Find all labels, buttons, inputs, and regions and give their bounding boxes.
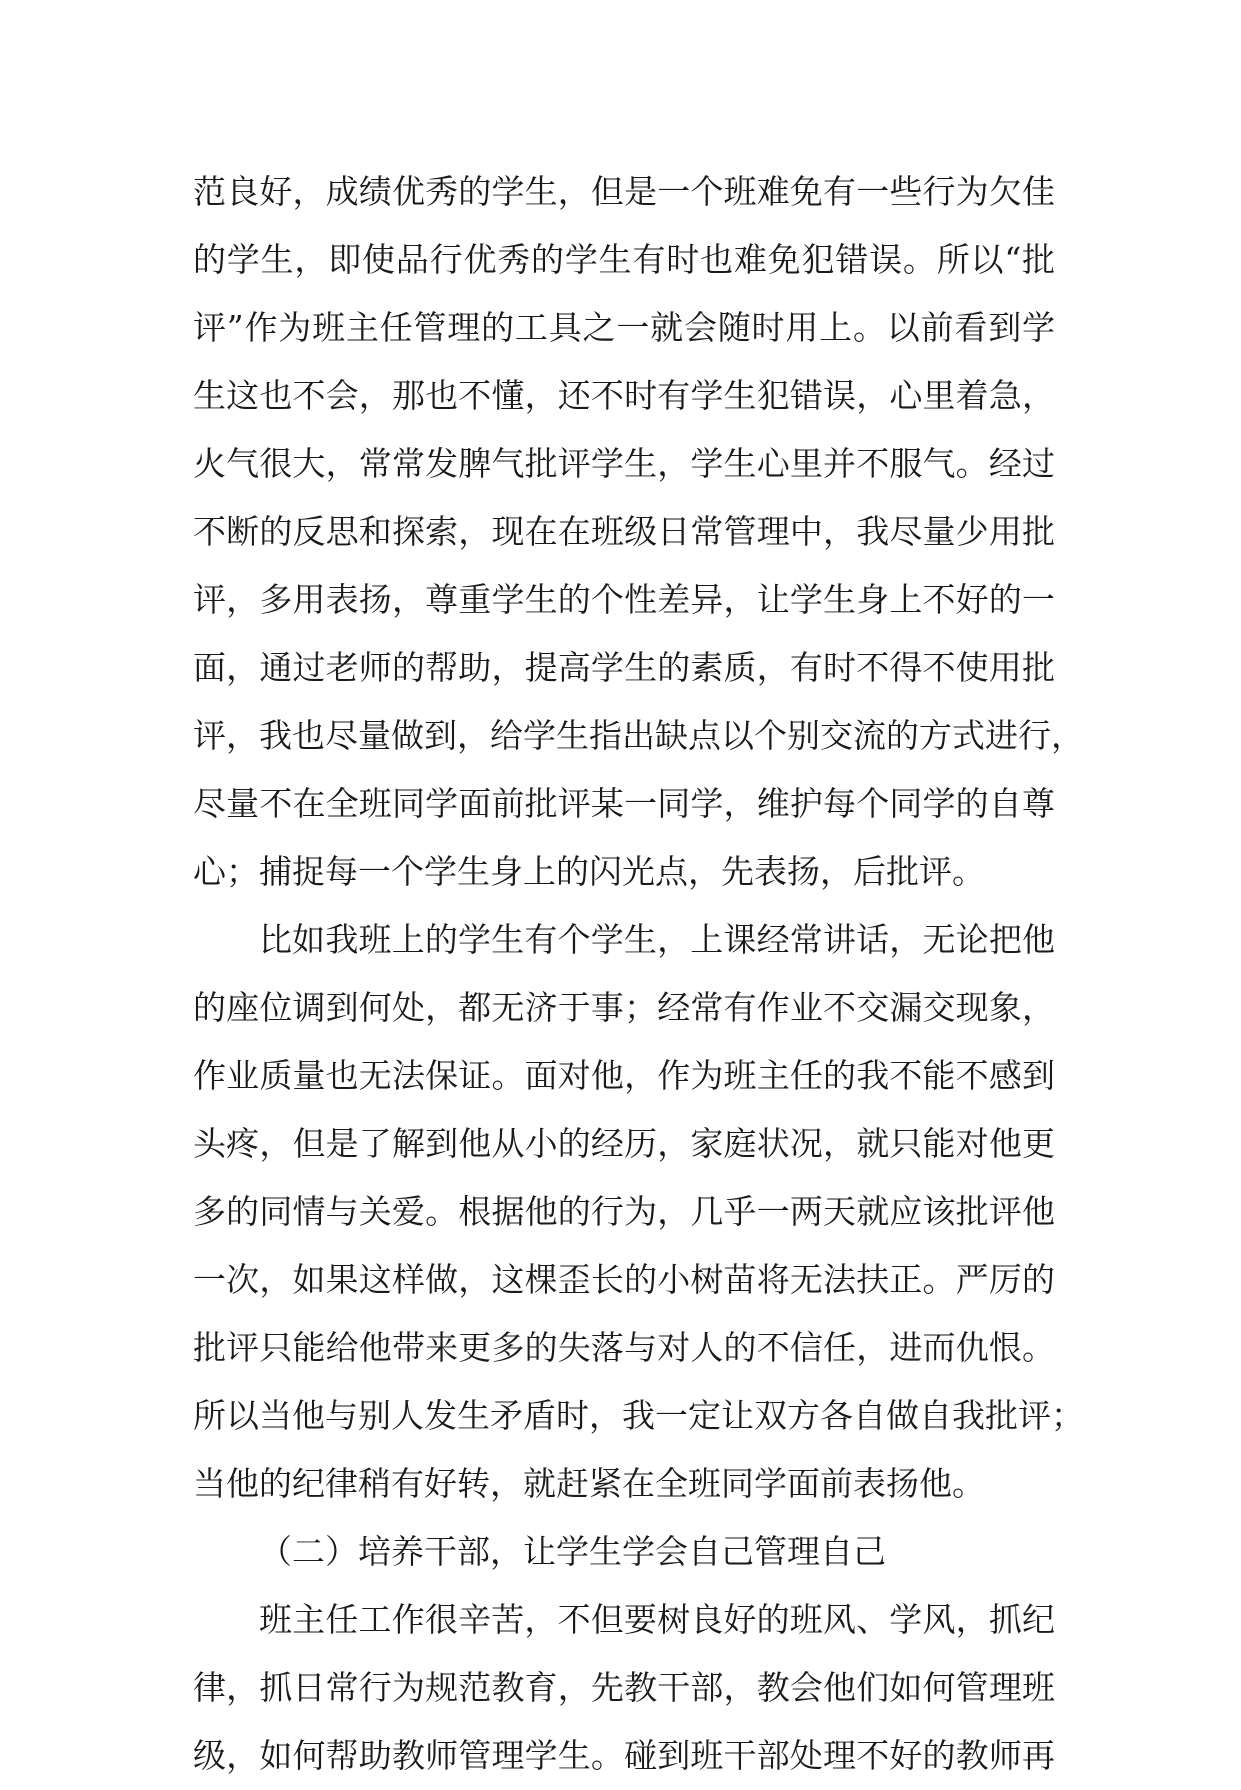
text-line: 一次，如果这样做，这棵歪长的小树苗将无法扶正。严厉的 [193, 1260, 1055, 1299]
text-line: 范良好，成绩优秀的学生，但是一个班难免有一些行为欠佳 [193, 172, 1055, 211]
text-line: 头疼，但是了解到他从小的经历，家庭状况，就只能对他更 [193, 1124, 1055, 1163]
text-line: 尽量不在全班同学面前批评某一同学，维护每个同学的自尊 [193, 784, 1055, 823]
text-line: 心；捕捉每一个学生身上的闪光点，先表扬，后批评。 [193, 852, 985, 891]
text-line: 的学生，即使品行优秀的学生有时也难免犯错误。所以“批 [193, 240, 1055, 279]
text-line: 所以当他与别人发生矛盾时，我一定让双方各自做自我批评； [193, 1396, 1084, 1435]
text-line: 批评只能给他带来更多的失落与对人的不信任，进而仇恨。 [193, 1328, 1055, 1367]
text-line: 生这也不会，那也不懂，还不时有学生犯错误，心里着急， [193, 376, 1055, 415]
text-line: 多的同情与关爱。根据他的行为，几乎一两天就应该批评他 [193, 1192, 1055, 1231]
text-line: 的座位调到何处，都无济于事；经常有作业不交漏交现象， [193, 988, 1055, 1027]
text-line: 不断的反思和探索，现在在班级日常管理中，我尽量少用批 [193, 512, 1055, 551]
text-line: 比如我班上的学生有个学生，上课经常讲话，无论把他 [259, 920, 1055, 959]
text-line: 评”作为班主任管理的工具之一就会随时用上。以前看到学 [193, 308, 1055, 347]
section-heading-text: （二）培养干部，让学生学会自己管理自己 [259, 1532, 886, 1571]
text-line: 当他的纪律稍有好转，就赶紧在全班同学面前表扬他。 [193, 1464, 985, 1503]
text-line: 评，我也尽量做到，给学生指出缺点以个别交流的方式进行， [193, 716, 1084, 755]
text-line: 级，如何帮助教师管理学生。碰到班干部处理不好的教师再 [193, 1736, 1055, 1775]
text-line: 作业质量也无法保证。面对他，作为班主任的我不能不感到 [193, 1056, 1055, 1095]
paragraph [193, 1586, 1055, 1790]
text-line: 班主任工作很辛苦，不但要树良好的班风、学风，抓纪 [259, 1600, 1055, 1639]
text-line: 评，多用表扬，尊重学生的个性差异，让学生身上不好的一 [193, 580, 1055, 619]
section-heading [193, 1518, 1055, 1586]
paragraph [193, 158, 1084, 906]
paragraph [193, 906, 1084, 1518]
text-line: 火气很大，常常发脾气批评学生，学生心里并不服气。经过 [193, 444, 1055, 483]
text-line: 律，抓日常行为规范教育，先教干部，教会他们如何管理班 [193, 1668, 1055, 1707]
text-line: 面，通过老师的帮助，提高学生的素质，有时不得不使用批 [193, 648, 1055, 687]
document-body [193, 158, 1084, 1790]
